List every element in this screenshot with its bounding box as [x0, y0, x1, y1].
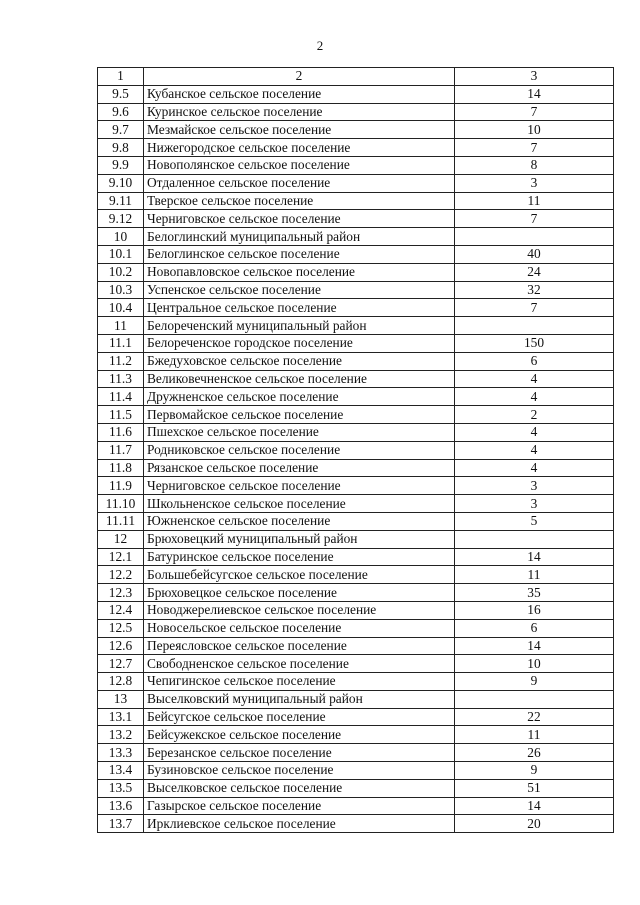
row-number-cell: 13.5	[98, 779, 144, 797]
table-row	[98, 388, 614, 406]
row-value-cell: 10	[455, 655, 614, 673]
table-body	[98, 68, 614, 833]
table-row	[98, 263, 614, 281]
row-name-cell: Белореченское городское поселение	[144, 334, 455, 352]
table-row	[98, 530, 614, 548]
table-row	[98, 708, 614, 726]
row-value-cell: 14	[455, 548, 614, 566]
table-row	[98, 121, 614, 139]
row-name-cell: Тверское сельское поселение	[144, 192, 455, 210]
row-value-cell: 6	[455, 352, 614, 370]
row-name-cell: Кубанское сельское поселение	[144, 85, 455, 103]
table-row	[98, 566, 614, 584]
row-number-cell: 12.5	[98, 619, 144, 637]
row-name-cell: Школьненское сельское поселение	[144, 495, 455, 513]
row-name-cell: Куринское сельское поселение	[144, 103, 455, 121]
row-number-cell: 12.6	[98, 637, 144, 655]
row-value-cell: 5	[455, 512, 614, 530]
row-number-cell: 11	[98, 317, 144, 335]
row-value-cell: 150	[455, 334, 614, 352]
table-row	[98, 619, 614, 637]
row-number-cell: 10.1	[98, 245, 144, 263]
table-row	[98, 317, 614, 335]
table-row	[98, 281, 614, 299]
table-row	[98, 477, 614, 495]
row-value-cell: 4	[455, 441, 614, 459]
row-value-cell: 7	[455, 299, 614, 317]
row-number-cell: 10.3	[98, 281, 144, 299]
row-number-cell: 13.7	[98, 815, 144, 833]
row-number-cell: 12.3	[98, 584, 144, 602]
row-value-cell: 10	[455, 121, 614, 139]
table-row	[98, 673, 614, 691]
row-name-cell: Ирклиевское сельское поселение	[144, 815, 455, 833]
row-name-cell: Отдаленное сельское поселение	[144, 174, 455, 192]
row-value-cell: 16	[455, 601, 614, 619]
row-number-cell: 11.9	[98, 477, 144, 495]
table-row	[98, 512, 614, 530]
row-name-cell: Первомайское сельское поселение	[144, 406, 455, 424]
row-name-cell: Новопавловское сельское поселение	[144, 263, 455, 281]
row-number-cell: 11.1	[98, 334, 144, 352]
row-name-cell: Белореченский муниципальный район	[144, 317, 455, 335]
row-value-cell: 7	[455, 139, 614, 157]
table-row	[98, 744, 614, 762]
row-number-cell: 9.10	[98, 174, 144, 192]
table-row	[98, 815, 614, 833]
row-number-cell: 9.5	[98, 85, 144, 103]
table-row	[98, 797, 614, 815]
row-number-cell: 9.11	[98, 192, 144, 210]
table-row	[98, 637, 614, 655]
row-number-cell: 9.7	[98, 121, 144, 139]
row-value-cell: 9	[455, 673, 614, 691]
row-value-cell	[455, 228, 614, 246]
row-number-cell: 11.11	[98, 512, 144, 530]
header-cell-name: 2	[144, 68, 455, 86]
row-number-cell: 11.3	[98, 370, 144, 388]
table-header-row	[98, 68, 614, 86]
row-value-cell: 35	[455, 584, 614, 602]
row-name-cell: Бжедуховское сельское поселение	[144, 352, 455, 370]
row-name-cell: Белоглинское сельское поселение	[144, 245, 455, 263]
row-name-cell: Свободненское сельское поселение	[144, 655, 455, 673]
row-number-cell: 11.2	[98, 352, 144, 370]
row-name-cell: Большебейсугское сельское поселение	[144, 566, 455, 584]
table-row	[98, 299, 614, 317]
row-name-cell: Бейсугское сельское поселение	[144, 708, 455, 726]
row-name-cell: Переясловское сельское поселение	[144, 637, 455, 655]
row-name-cell: Успенское сельское поселение	[144, 281, 455, 299]
row-name-cell: Черниговское сельское поселение	[144, 477, 455, 495]
row-value-cell: 14	[455, 637, 614, 655]
row-name-cell: Батуринское сельское поселение	[144, 548, 455, 566]
row-number-cell: 10	[98, 228, 144, 246]
table-row	[98, 726, 614, 744]
row-value-cell: 40	[455, 245, 614, 263]
row-number-cell: 11.5	[98, 406, 144, 424]
row-name-cell: Выселковское сельское поселение	[144, 779, 455, 797]
row-name-cell: Великовечненское сельское поселение	[144, 370, 455, 388]
row-number-cell: 12	[98, 530, 144, 548]
table-row	[98, 459, 614, 477]
row-number-cell: 12.1	[98, 548, 144, 566]
row-value-cell: 6	[455, 619, 614, 637]
row-number-cell: 9.6	[98, 103, 144, 121]
row-number-cell: 13.2	[98, 726, 144, 744]
row-value-cell: 4	[455, 388, 614, 406]
table-row	[98, 370, 614, 388]
row-value-cell: 14	[455, 85, 614, 103]
row-value-cell	[455, 317, 614, 335]
row-number-cell: 12.8	[98, 673, 144, 691]
row-name-cell: Чепигинское сельское поселение	[144, 673, 455, 691]
row-number-cell: 9.8	[98, 139, 144, 157]
row-name-cell: Бузиновское сельское поселение	[144, 762, 455, 780]
row-number-cell: 13.4	[98, 762, 144, 780]
row-value-cell	[455, 690, 614, 708]
table-row	[98, 85, 614, 103]
table-row	[98, 441, 614, 459]
row-name-cell: Южненское сельское поселение	[144, 512, 455, 530]
row-value-cell: 11	[455, 192, 614, 210]
table-row	[98, 423, 614, 441]
table-row	[98, 655, 614, 673]
table-row	[98, 103, 614, 121]
row-value-cell: 11	[455, 726, 614, 744]
row-number-cell: 9.9	[98, 156, 144, 174]
row-number-cell: 13.6	[98, 797, 144, 815]
row-name-cell: Новополянское сельское поселение	[144, 156, 455, 174]
row-name-cell: Белоглинский муниципальный район	[144, 228, 455, 246]
table-row	[98, 779, 614, 797]
table-row	[98, 210, 614, 228]
row-name-cell: Выселковский муниципальный район	[144, 690, 455, 708]
row-name-cell: Березанское сельское поселение	[144, 744, 455, 762]
row-value-cell: 4	[455, 423, 614, 441]
row-number-cell: 11.8	[98, 459, 144, 477]
settlements-table	[97, 67, 614, 833]
row-value-cell: 7	[455, 210, 614, 228]
row-number-cell: 11.10	[98, 495, 144, 513]
row-number-cell: 12.7	[98, 655, 144, 673]
row-value-cell: 4	[455, 459, 614, 477]
row-value-cell: 14	[455, 797, 614, 815]
row-value-cell: 2	[455, 406, 614, 424]
row-name-cell: Родниковское сельское поселение	[144, 441, 455, 459]
row-name-cell: Дружненское сельское поселение	[144, 388, 455, 406]
table-row	[98, 192, 614, 210]
row-value-cell: 11	[455, 566, 614, 584]
row-number-cell: 10.2	[98, 263, 144, 281]
table-row	[98, 690, 614, 708]
header-cell-number: 1	[98, 68, 144, 86]
row-value-cell: 22	[455, 708, 614, 726]
row-value-cell: 9	[455, 762, 614, 780]
table-row	[98, 352, 614, 370]
row-value-cell: 20	[455, 815, 614, 833]
row-value-cell: 4	[455, 370, 614, 388]
table-row	[98, 406, 614, 424]
table-row	[98, 762, 614, 780]
row-number-cell: 11.7	[98, 441, 144, 459]
table-row	[98, 245, 614, 263]
row-value-cell: 3	[455, 477, 614, 495]
table-row	[98, 156, 614, 174]
page-number: 2	[316, 38, 324, 53]
table-row	[98, 584, 614, 602]
row-name-cell: Брюховецкий муниципальный район	[144, 530, 455, 548]
row-number-cell: 12.2	[98, 566, 144, 584]
row-number-cell: 10.4	[98, 299, 144, 317]
row-name-cell: Пшехское сельское поселение	[144, 423, 455, 441]
table-row	[98, 601, 614, 619]
table-row	[98, 139, 614, 157]
table-row	[98, 495, 614, 513]
row-number-cell: 9.12	[98, 210, 144, 228]
row-name-cell: Новосельское сельское поселение	[144, 619, 455, 637]
row-name-cell: Газырское сельское поселение	[144, 797, 455, 815]
table-row	[98, 548, 614, 566]
row-value-cell: 51	[455, 779, 614, 797]
row-name-cell: Центральное сельское поселение	[144, 299, 455, 317]
header-cell-value: 3	[455, 68, 614, 86]
row-value-cell: 24	[455, 263, 614, 281]
row-name-cell: Новоджерелиевское сельское поселение	[144, 601, 455, 619]
row-value-cell: 26	[455, 744, 614, 762]
row-value-cell: 8	[455, 156, 614, 174]
table-row	[98, 334, 614, 352]
row-name-cell: Нижегородское сельское поселение	[144, 139, 455, 157]
row-name-cell: Бейсужекское сельское поселение	[144, 726, 455, 744]
row-value-cell: 7	[455, 103, 614, 121]
row-number-cell: 11.4	[98, 388, 144, 406]
row-name-cell: Мезмайское сельское поселение	[144, 121, 455, 139]
row-number-cell: 13.3	[98, 744, 144, 762]
row-value-cell	[455, 530, 614, 548]
row-number-cell: 11.6	[98, 423, 144, 441]
row-number-cell: 13	[98, 690, 144, 708]
row-name-cell: Брюховецкое сельское поселение	[144, 584, 455, 602]
row-value-cell: 3	[455, 174, 614, 192]
row-name-cell: Рязанское сельское поселение	[144, 459, 455, 477]
table-row	[98, 228, 614, 246]
row-value-cell: 32	[455, 281, 614, 299]
row-name-cell: Черниговское сельское поселение	[144, 210, 455, 228]
table-row	[98, 174, 614, 192]
row-number-cell: 13.1	[98, 708, 144, 726]
row-number-cell: 12.4	[98, 601, 144, 619]
row-value-cell: 3	[455, 495, 614, 513]
